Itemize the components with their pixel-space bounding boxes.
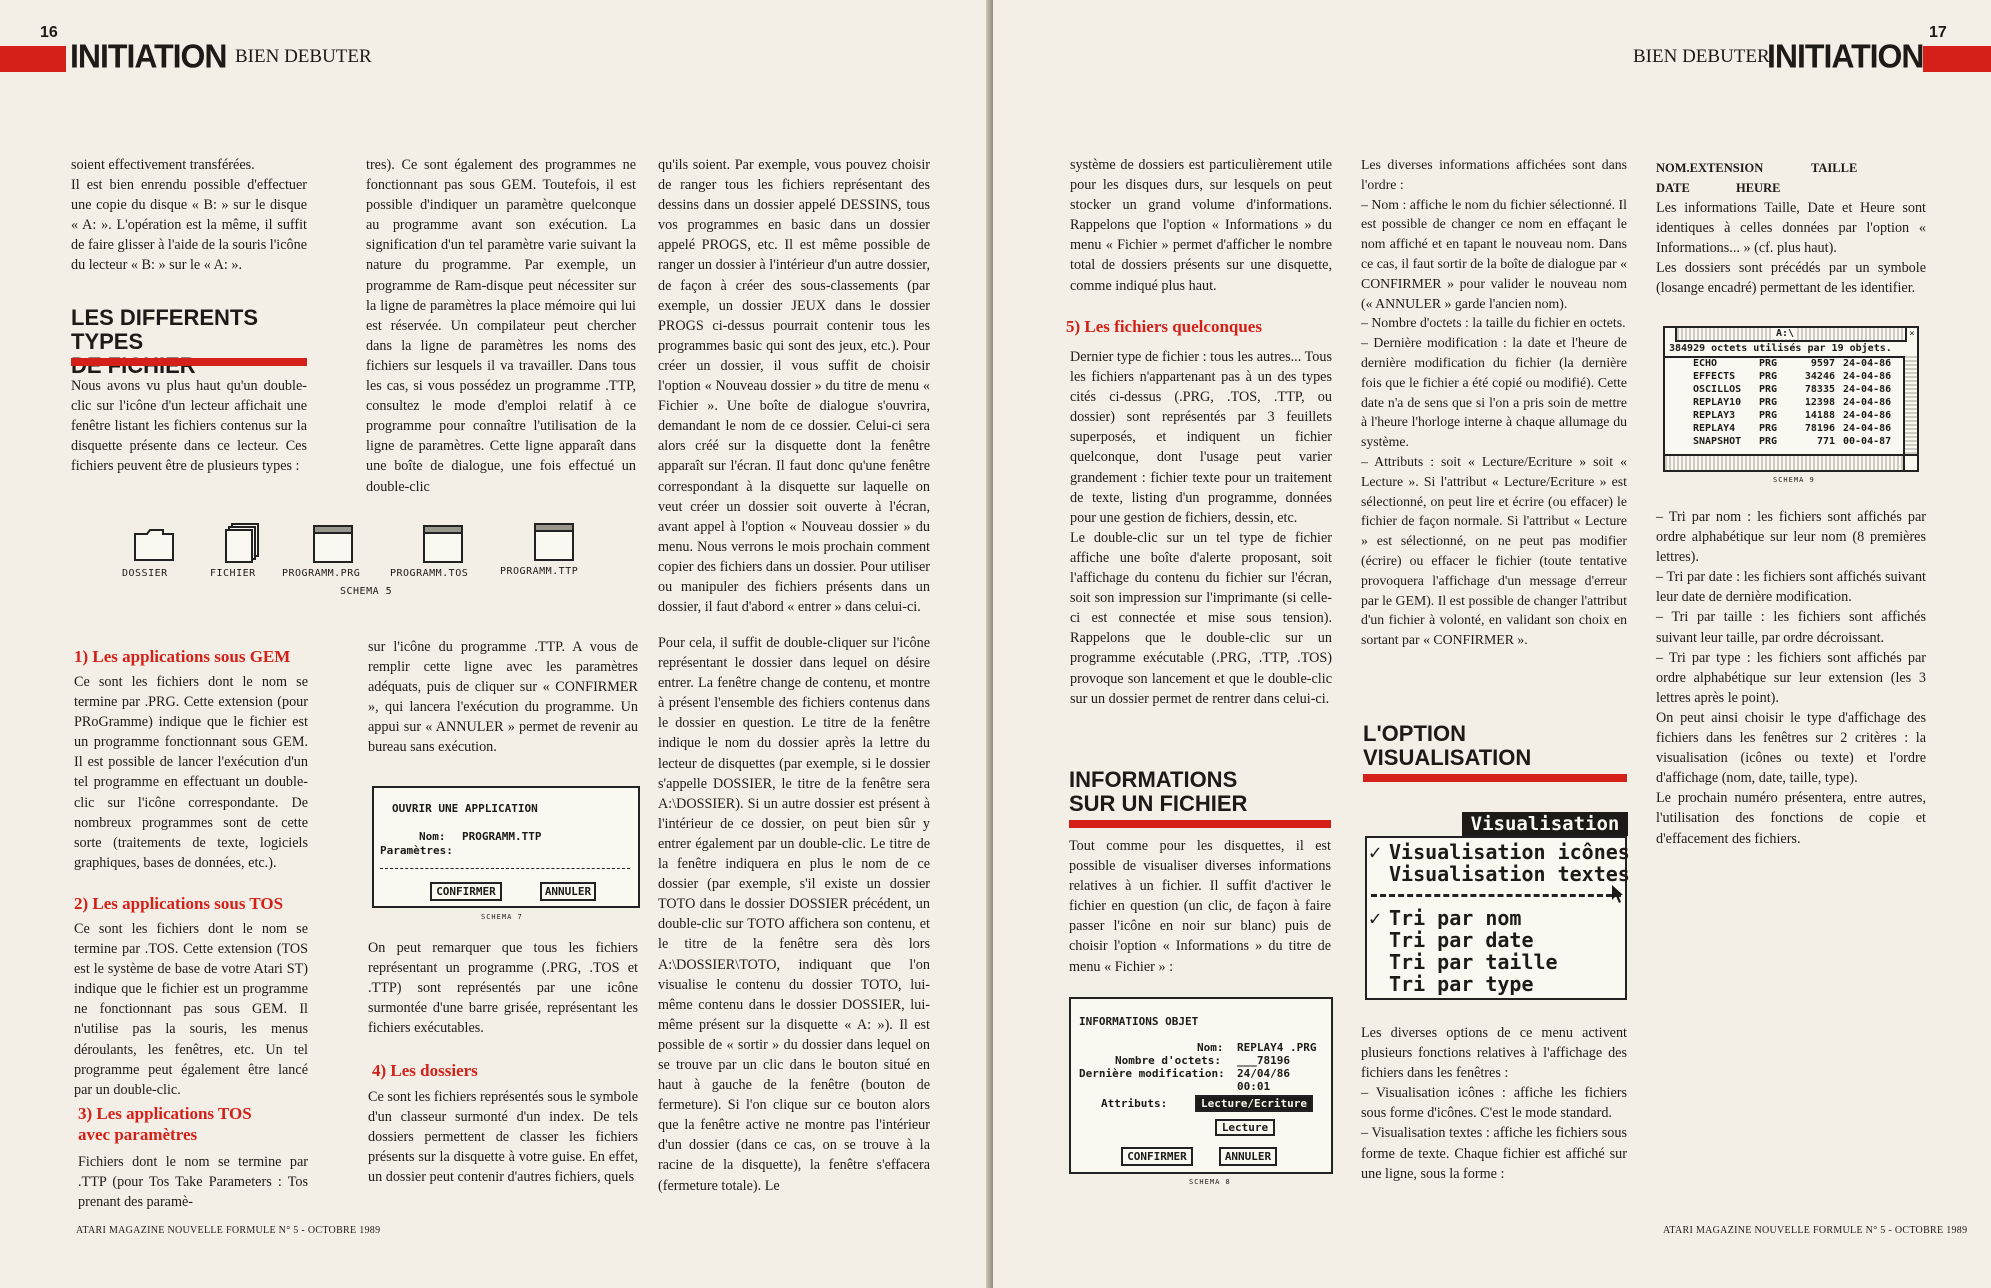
col1-top: système de dossiers est particulièrement utile pour les disques durs, sur lesquels on peut stocker un grand volume d'informations. Rappelons que l'option « Informations » du menu « Fichier » permet d'afficher le nombre total de dossiers présents sur une disquette, comme indiqué plus haut. <box>1070 157 1332 294</box>
icon-label-dossier: DOSSIER <box>122 568 168 579</box>
file-row[interactable] <box>1693 423 1903 436</box>
icon-label-prg: PROGRAMM.PRG <box>282 568 361 579</box>
section-rule <box>1363 774 1627 782</box>
file-size: 12398 <box>1804 397 1835 408</box>
header-red-bar <box>1923 46 1991 72</box>
format-right: TAILLE <box>1811 161 1858 175</box>
file-list <box>1693 358 1903 454</box>
left-page <box>0 0 993 1288</box>
col1-intro: soient effectivement transférées. Il est bien enrendu possible d'effectuer une copie du disque « B: » sur le disque « A: ». L'opération est la même, il suffit de faire glisser à l'aide de la souris l'icône du lecteur « B: » sur le « A: ». <box>71 157 307 274</box>
file-row[interactable] <box>1693 371 1903 384</box>
params-input[interactable] <box>380 868 630 869</box>
file-name: EFFECTS <box>1693 371 1736 382</box>
header-red-bar <box>0 46 66 72</box>
file-size: 14188 <box>1804 410 1835 421</box>
subtitle-tos: 2) Les applications sous TOS <box>74 894 284 913</box>
subtitle-gem: 1) Les applications sous GEM <box>74 647 291 666</box>
cancel-button[interactable]: ANNULER <box>1219 1147 1277 1166</box>
info-modif-label: Dernière modification: <box>1079 1067 1225 1080</box>
attr-rw-button[interactable]: Lecture/Ecriture <box>1195 1095 1313 1112</box>
confirm-button[interactable]: CONFIRMER <box>1121 1147 1193 1166</box>
folder-icon <box>133 528 175 562</box>
footer: ATARI MAGAZINE NOUVELLE FORMULE N° 5 - OCTOBRE 1989 <box>1663 1225 1968 1236</box>
file-date: 24-04-86 <box>1843 410 1892 421</box>
info-name-label: Nom: <box>1197 1041 1224 1054</box>
icon-label-tos: PROGRAMM.TOS <box>390 568 469 579</box>
dialog-name-label: Nom: <box>419 830 446 843</box>
info-modif-time: 00:01 <box>1237 1080 1271 1093</box>
close-box-icon[interactable] <box>1665 328 1677 342</box>
gem-body: Ce sont les fichiers dont le nom se termine par .PRG. Cette extension (pour PRoGramme) indique que le fichier est un programme fonctionnant sous GEM. Il est possible de lancer l'exécution d'un tel programme en effectuant un double-clic sur l'icône correspondante. De nombreux programmes sont de cette sorte (traitements de texte, logiciels graphiques, bases de données, etc.). <box>74 674 308 871</box>
resize-box-icon[interactable] <box>1903 454 1917 470</box>
horizontal-scrollbar[interactable] <box>1665 454 1917 470</box>
file-row[interactable] <box>1693 436 1903 449</box>
schema-5-caption: SCHEMA 5 <box>340 586 393 597</box>
gem-window <box>1663 326 1919 472</box>
info-modif-date: 24/04/86 <box>1237 1067 1290 1080</box>
section-title-visu: L'OPTION VISUALISATION <box>1363 721 1532 770</box>
check-icon: ✓ <box>1369 840 1382 864</box>
program-ttp-icon <box>533 522 575 562</box>
dialog-title: INFORMATIONS OBJET <box>1079 1015 1199 1028</box>
window-title: A:\ <box>1773 328 1797 339</box>
file-row[interactable] <box>1693 384 1903 397</box>
info-name-value[interactable]: REPLAY4 .PRG <box>1237 1041 1317 1054</box>
file-date: 24-04-86 <box>1843 371 1892 382</box>
ttp-body: Fichiers dont le nom se termine par .TTP (pour Tos Take Parameters : Tos prenant des paramè- <box>78 1154 308 1211</box>
file-ext: PRG <box>1759 384 1778 395</box>
dialog-informations-objet <box>1069 997 1333 1174</box>
file-ext: PRG <box>1759 423 1778 434</box>
section-types-body: Nous avons vu plus haut qu'un double-clic sur l'icône d'un lecteur affichait une fenêtre listant les fichiers contenus sur la disquette présente dans ce lecteur. Ces fichiers peuvent être de plusieurs types : <box>71 378 307 475</box>
file-ext: PRG <box>1759 410 1778 421</box>
right-page <box>993 0 1991 1288</box>
file-date: 24-04-86 <box>1843 423 1892 434</box>
menu-item-tri-type[interactable]: Tri par type <box>1389 972 1534 996</box>
subtitle-ttp: 3) Les applications TOS avec paramètres <box>78 1104 252 1144</box>
dialog-params-label: Paramètres: <box>380 844 453 857</box>
file-size: 9597 <box>1810 358 1835 369</box>
visualisation-menu <box>1365 812 1630 1000</box>
subtitle-dossiers: 4) Les dossiers <box>372 1061 478 1080</box>
icon-label-fichier: FICHIER <box>210 568 256 579</box>
attr-read-button[interactable]: Lecture <box>1215 1119 1275 1136</box>
dossiers-body: Ce sont les fichiers représentés sous le symbole d'un classeur surmonté d'un index. De tels dossiers permettent de classer les fichiers présents sur la disquette à votre guise. En effet, un dossier peut contenir d'autres fichiers, quels <box>368 1089 638 1186</box>
dialog-open-application <box>372 786 640 908</box>
file-icon <box>224 522 260 564</box>
file-ext: PRG <box>1759 371 1778 382</box>
dialog-name-value: PROGRAMM.TTP <box>462 830 542 843</box>
program-prg-icon <box>312 524 354 564</box>
file-date: 00-04-87 <box>1843 436 1892 447</box>
col3-top: qu'ils soient. Par exemple, vous pouvez choisir de ranger tous les fichiers représentant des dessins dans un dossier appelé DESSINS, tous vos programmes en basic dans un dossier appelé PROGS, etc. Il est même possible de ranger un dossier à l'intérieur d'un autre dossier, de façon à créer des sous-classements (par exemple, un dossier JEUX dans le dossier PROGS ci-dessus pourrait contenir tous les programmes basic qui sont des jeux, etc.). Pour créer un dossier, il vous suffit de choisir l'option « Nouveau dossier » du titre de menu « Fichier ». Une boîte de dialogue s'ouvrira, demandant le nom de ce dossier. Celui-ci sera alors créé sur la disquette dont la fenêtre apparaît sur l'écran. Il faut donc qu'une fenêtre correspondant à la disquette sur laquelle on veut créer un dossier soit ouverte à l'écran, avant appel à l'option « Nouveau dossier » du menu. Nous verrons le mois prochain comment copier des fichiers dans un dossier. Pour utiliser ou manipuler des fichiers présents dans un dossier, il faut d'abord « entrer » dans celui-ci. <box>658 157 930 616</box>
info-bytes-value: ___78196 <box>1237 1054 1290 1067</box>
col2-mid: sur l'icône du programme .TTP. A vous de remplir cette ligne avec les paramètres adéquats, puis de cliquer sur « CONFIRMER », qui lancera l'exécution du programme. Un appui sur « ANNULER » permet de revenir au bureau sans exécution. <box>368 639 638 756</box>
section-rule <box>71 358 307 366</box>
menu-item-tri-taille[interactable]: Tri par taille <box>1389 950 1558 974</box>
file-size: 34246 <box>1804 371 1835 382</box>
menu-item-icones[interactable]: Visualisation icônes <box>1389 840 1630 864</box>
section-title-info: INFORMATIONS SUR UN FICHIER <box>1069 767 1248 816</box>
file-row[interactable] <box>1693 410 1903 423</box>
file-name: OSCILLOS <box>1693 384 1742 395</box>
confirm-button[interactable]: CONFIRMER <box>430 882 502 901</box>
vertical-scrollbar[interactable] <box>1903 356 1917 454</box>
file-name: REPLAY3 <box>1693 410 1736 421</box>
footer: ATARI MAGAZINE NOUVELLE FORMULE N° 5 - OCTOBRE 1989 <box>76 1225 381 1236</box>
file-date: 24-04-86 <box>1843 397 1892 408</box>
file-ext: PRG <box>1759 436 1778 447</box>
file-size: 771 <box>1816 436 1835 447</box>
col2-low: Les diverses options de ce menu activent plusieurs fonctions relatives à l'affichage des fichiers dans les fenêtres : – Visualisation icônes : affiche les fichiers sous forme d'icônes. C'est le mode standard. – Visualisation textes : affiche les fichiers sous forme de texte. Chaque fichier est affiché sur une ligne, sous la forme : <box>1361 1025 1627 1182</box>
header-subtitle: BIEN DEBUTER <box>235 46 372 67</box>
format-right2: HEURE <box>1736 181 1781 195</box>
col2-low: On peut remarquer que tous les fichiers représentant un programme (.PRG, .TOS et .TTP) sont représentés par une icône surmontée d'une barre grisée, représentant les fichiers exécutables. <box>368 940 638 1037</box>
schema-7-caption: SCHEMA 7 <box>481 913 523 921</box>
file-ext: PRG <box>1759 397 1778 408</box>
menu-title-visualisation[interactable]: Visualisation <box>1462 812 1628 836</box>
file-name: ECHO <box>1693 358 1718 369</box>
check-icon: ✓ <box>1369 906 1382 930</box>
schema-8-caption: SCHEMA 8 <box>1189 1178 1231 1186</box>
dialog-title: OUVRIR UNE APPLICATION <box>392 802 538 815</box>
icon-label-ttp: PROGRAMM.TTP <box>500 566 579 577</box>
mouse-pointer-icon <box>1611 884 1625 904</box>
file-name: REPLAY10 <box>1693 397 1742 408</box>
file-row[interactable] <box>1693 358 1903 371</box>
file-date: 24-04-86 <box>1843 358 1892 369</box>
col3-low: – Tri par nom : les fichiers sont affichés par ordre alphabétique sur leur nom (8 premières lettres). – Tri par date : les fichiers sont affichés suivant leur date de dernière modification. – Tri par taille : les fichiers sont affichés suivant leur taille, par ordre décroissant. – Tri par type : les fichiers sont affichés par ordre alphabétique sur leur extension (les 3 lettres après le point). On peut ainsi choisir le type d'affichage des fichiers dans les fenêtres sur 2 critères : la visualisation (icônes ou texte) et l'ordre d'affichage (nom, date, taille, type). Le prochain numéro présentera, entre autres, l'utilisation des fonctions de copie et d'effacement des fichiers. <box>1656 509 1926 847</box>
menu-item-tri-nom[interactable]: Tri par nom <box>1389 906 1522 930</box>
fuller-box-icon[interactable]: × <box>1905 328 1917 342</box>
col2-top: tres). Ce sont également des programmes ne fonctionnant pas sous GEM. Toutefois, il est possible d'indiquer un paramètre quelconque au programme avant son exécution. La signification d'un tel paramètre varie suivant la nature du programme. Par exemple, un programme de Ram-disque peut nécessiter sur la ligne de paramètres la place mémoire qui lui est réservée. Un compilateur peut chercher dans la ligne de paramètres les noms des fichiers sur lesquels il va travailler. Dans tous les cas, si vous possédez un programme .TTP, consultez le mode d'emploi relatif à ce programme pour connaître l'utilisation de la ligne de paramètres. Cette ligne apparaît dans une boîte de dialogue, une fois effectué un double-clic <box>366 157 636 495</box>
header-initiation: INITIATION <box>70 37 227 75</box>
header-initiation: INITIATION <box>1767 37 1924 75</box>
format-left2: DATE <box>1656 181 1690 195</box>
file-ext: PRG <box>1759 358 1778 369</box>
tos-body: Ce sont les fichiers dont le nom se termine par .TOS. Cette extension (TOS est le système de base de votre Atari ST) indique que le fichier est un programme ne fonctionnant pas sous GEM. Il n'utilise pas la souris, les menus déroulants, les fenêtres, etc. Un tel programme peut également être lancé par un double-clic. <box>74 921 308 1098</box>
section-title-types: LES DIFFERENTS TYPES <box>71 305 259 354</box>
cancel-button[interactable]: ANNULER <box>540 882 596 901</box>
section-rule <box>1069 820 1331 828</box>
page-number: 17 <box>1929 24 1947 41</box>
menu-item-tri-date[interactable]: Tri par date <box>1389 928 1534 952</box>
file-size: 78335 <box>1804 384 1835 395</box>
schema-5-icons <box>100 518 620 600</box>
window-status: 384929 octets utilisés par 19 objets. <box>1669 343 1892 354</box>
quelconques-body: Dernier type de fichier : tous les autres... Tous les fichiers n'appartenant pas à un des types cités ci-dessus (.PRG, .TOS, .TTP, ou dossier) sont représentés par 3 feuillets superposés, et indiquent un fichier quelconque, dont l'usage peut varier grandement : fichier texte pour un traitement de texte, listing d'un programme, données pour une gestion de fichiers, dessin, etc. Le double-clic sur un tel type de fichier affiche une boîte d'alerte proposant, soit l'affichage du contenu du fichier sur l'écran, soit son impression sur l'imprimante (si celle-ci est connectée et mise sous tension). Rappelons que le double-clic sur un programme exécutable (.PRG, .TTP, .TOS) provoque son lancement et que le double-clic sur un dossier permet de rentrer dans celui-ci. <box>1070 349 1332 707</box>
subtitle-quelconques: 5) Les fichiers quelconques <box>1066 317 1262 336</box>
file-name: REPLAY4 <box>1693 423 1736 434</box>
info-attr-label: Attributs: <box>1101 1097 1168 1110</box>
schema-9-caption: SCHEMA 9 <box>1773 476 1815 484</box>
info-body: Tout comme pour les disquettes, il est possible de visualiser diverses informations relatives à un fichier. Il suffit d'activer le fichier en question (un clic, de façon à faire passer l'icône en noir sur blanc) puis de choisir l'option « Informations » du titre de menu « Fichier » : <box>1069 838 1331 975</box>
menu-separator <box>1371 894 1621 897</box>
col3-low: Pour cela, il suffit de double-cliquer sur l'icône représentant le dossier dans lequel on désire entrer. La fenêtre change de contenu, et montre à présent l'ensemble des fichiers contenus dans le dossier en question. Le titre de la fenêtre indique le nom du dossier après la lettre du lecteur de disquettes (par exemple, si le dossier s'appelle DOSSIER, le titre de la fenêtre sera A:\DOSSIER). Si un autre dossier est présent à l'intérieur de ce dossier, on peut bien sûr y entrer également par un double-clic. Le titre de la fenêtre indiquera en plus le nom de ce dossier (par exemple, s'il existe un dossier TOTO dans le dossier DOSSIER précédent, un double-clic sur TOTO affichera son contenu, et le titre de la fenêtre sera dès lors A:\DOSSIER\TOTO, indiquant que l'on visualise le contenu du dossier TOTO, lui-même contenu dans le dossier DOSSIER, lui-même présent sur la disquette « A: »). Il est possible de « sortir » du dossier dans lequel on se trouve par un clic dans le bouton situé en haut à gauche de la fenêtre (bouton de fermeture). Si l'on clique sur ce bouton alors que la fenêtre active ne montre pas l'intérieur d'un dossier (dans ce cas, on se trouve à la racine de la disquette), la fenêtre s'effacera (fermeture totale). Le <box>658 635 930 1194</box>
file-size: 78196 <box>1804 423 1835 434</box>
header-subtitle: BIEN DEBUTER <box>1633 46 1770 67</box>
page-number: 16 <box>40 24 58 41</box>
file-row[interactable] <box>1693 397 1903 410</box>
format-left: NOM.EXTENSION <box>1656 161 1764 175</box>
file-date: 24-04-86 <box>1843 384 1892 395</box>
file-name: SNAPSHOT <box>1693 436 1742 447</box>
program-tos-icon <box>422 524 464 564</box>
col2-top: Les diverses informations affichées sont dans l'ordre : – Nom : affiche le nom du fichier sélectionné. Il est possible de changer ce nom en effaçant le nom affiché et en tapant le nouveau nom. Dans ce cas, il faut sortir de la boîte de dialogue par « CONFIRMER » pour valider le nouveau nom (« ANNULER » garde l'ancien nom). – Nombre d'octets : la taille du fichier en octets. – Dernière modification : la date et l'heure de dernière modification du fichier (la dernière fois que le fichier a été copié ou modifié). Cette date n'a de sens que si l'on a pris soin de mettre à l'heure l'horloge interne à chaque allumage du système. – Attributs : soit « Lecture/Ecriture » soit « Lecture ». Si l'attribut « Lecture/Ecriture » est sélectionné, on peut lire et écrire (ou effacer) le fichier de façon normale. Si l'attribut « Lecture » est sélectionné, on ne peut pas modifier (écrire) ou effacer le fichier (toute tentative provoquera l'affichage d'un message d'erreur par le GEM). Il est possible de changer l'attribut d'un fichier à volonté, en validant son choix en sortant par « CONFIRMER ». <box>1361 157 1627 648</box>
col3-top: Les informations Taille, Date et Heure sont identiques à celles données par l'option « Informations... » (cf. plus haut). Les dossiers sont précédés par un symbole (losange encadré) permettant de les identifier. <box>1656 200 1926 297</box>
menu-item-textes[interactable]: Visualisation textes <box>1389 862 1630 886</box>
info-bytes-label: Nombre d'octets: <box>1115 1054 1221 1067</box>
menu-dropdown <box>1365 836 1630 1000</box>
